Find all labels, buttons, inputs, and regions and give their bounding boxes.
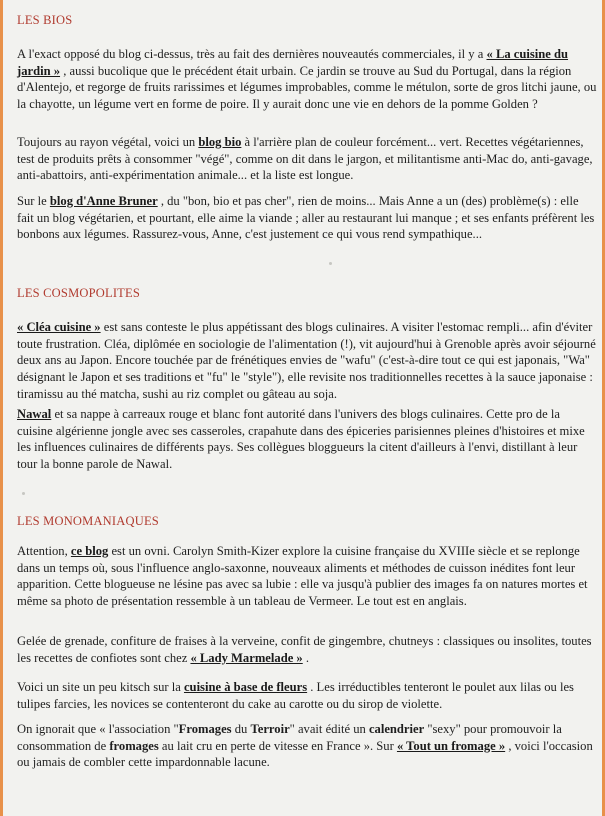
scan-speck — [22, 492, 25, 495]
link-blog-bio[interactable]: blog bio — [198, 135, 242, 149]
paragraph-clea-cuisine: « Cléa cuisine » est sans conteste le plus appétissant des blogs culinaires. A visiter l'estomac rempli... afin d'éviter toute frustration. Cléa, diplômée en sociologie de l'alimentation (!), vit aujourd'hui à Grenoble après avoir séjourné deux ans au Japon. Encore touchée par de frénétiques envies de "wafu" (c'est-à-dire tout ce qui est japonais, "Wa" désignant le Japon et ses traditions et "fu" le "style"), elle revisite nos traditionnelles recettes à la sauce japonaise : tiramissu au thé matcha, sushi au riz complet ou gâteau au soja. — [17, 320, 596, 401]
scan-speck — [329, 262, 332, 265]
paragraph-tout-un-fromage: On ignorait que « l'association "Fromages du Terroir" avait édité un calendrier "sexy" pour promouvoir la consommation de fromages au lait cru en perte de vitesse en France ». Sur « Tout un fromage » , voici l'occasion ou jamais de combler cette impardonnable lacune. — [17, 722, 593, 770]
paragraph-nawal: Nawal et sa nappe à carreaux rouge et blanc font autorité dans l'univers des blogs culinaires. Cette pro de la cuisine algérienne jongle avec ses casseroles, crapahute dans des épiceries parisiennes pleines d'histoires et mixe les influences culinaires de différents pays. Ses collègues bloggueurs la citent d'ailleurs à l'envi, distillant à leur tour la bonne parole de Nawal. — [17, 407, 585, 472]
link-clea-cuisine[interactable]: « Cléa cuisine » — [17, 320, 101, 334]
section-title-monomaniaques: LES MONOMANIAQUES — [17, 514, 159, 528]
section-title-cosmopolites: LES COSMOPOLITES — [17, 286, 141, 300]
link-cuisine-a-base-de-fleurs[interactable]: cuisine à base de fleurs — [183, 680, 308, 694]
paragraph-cuisine-fleurs: Voici un site un peu kitsch sur la cuisine à base de fleurs . Les irréductibles tenteront le poulet aux lilas ou les tulipes farcies, les novices se contenteront du cake au carotte ou du sirop de violette. — [17, 680, 574, 711]
section-title-bios: LES BIOS — [17, 13, 73, 27]
link-blog-anne-bruner[interactable]: blog d'Anne Bruner — [49, 194, 158, 208]
link-ce-blog[interactable]: ce blog — [70, 544, 109, 558]
paragraph-blog-bio: Toujours au rayon végétal, voici un blog bio à l'arrière plan de couleur forcément... vert. Recettes végétariennes, test de produits prêts à consommer "végé", comme on dit dans le jargon, et militantisme anti-Mac do, anti-gavage, anti-abattoirs, anti-expérimentation animale... et la liste est longue. — [17, 135, 593, 183]
left-orange-border — [0, 0, 3, 816]
link-cuisine-du-jardin[interactable]: « La cuisine du jardin » — [17, 47, 569, 78]
paragraph-ce-blog: Attention, ce blog est un ovni. Carolyn Smith-Kizer explore la cuisine française du XVIIIe siècle et se replonge dans un temps où, sous l'influence anglo-saxonne, nouveaux aliments et méthodes de cuisson inédites font leur apparition. Cette blogueuse ne lésine pas avec sa lubie : elle va jusqu'à publier des images fa on natures mortes et même sa photo de présentation ressemble à un tableau de Vermeer. Le tout est en anglais. — [17, 544, 588, 609]
link-nawal[interactable]: Nawal — [17, 407, 52, 421]
paragraph-lady-marmelade: Gelée de grenade, confiture de fraises à la verveine, confit de gingembre, chutneys : classiques ou insolites, toutes les recettes de confiotes sont chez « Lady Marmelade » . — [17, 634, 592, 665]
paragraph-jardin: A l'exact opposé du blog ci-dessus, très au fait des dernières nouveautés commerciales, il y a « La cuisine du jardin » , aussi bucolique que le précédent était urbain. Ce jardin se trouve au Sud du Portugal, dans la région d'Alentejo, et regorge de fruits rarissimes et légumes improbables, comme le métulon, sorte de gros litchi jaune, ou la chayotte, un légume vert en forme de poire. Il y aurait donc une vie en dehors de la pomme Golden ? — [17, 47, 597, 112]
link-tout-un-fromage[interactable]: « Tout un fromage » — [396, 738, 506, 753]
link-lady-marmelade[interactable]: « Lady Marmelade » — [190, 650, 303, 665]
paragraph-anne-bruner: Sur le blog d'Anne Bruner , du "bon, bio et pas cher", rien de moins... Mais Anne a un (des) problème(s) : elle fait un blog végétarien, et pourtant, elle aime la viande ; aller au restaurant lui manque ; et ses enfants préfèrent les bonbons aux légumes. Rassurez-vous, Anne, c'est justement ce qui vous rend sympathique... — [17, 194, 595, 242]
